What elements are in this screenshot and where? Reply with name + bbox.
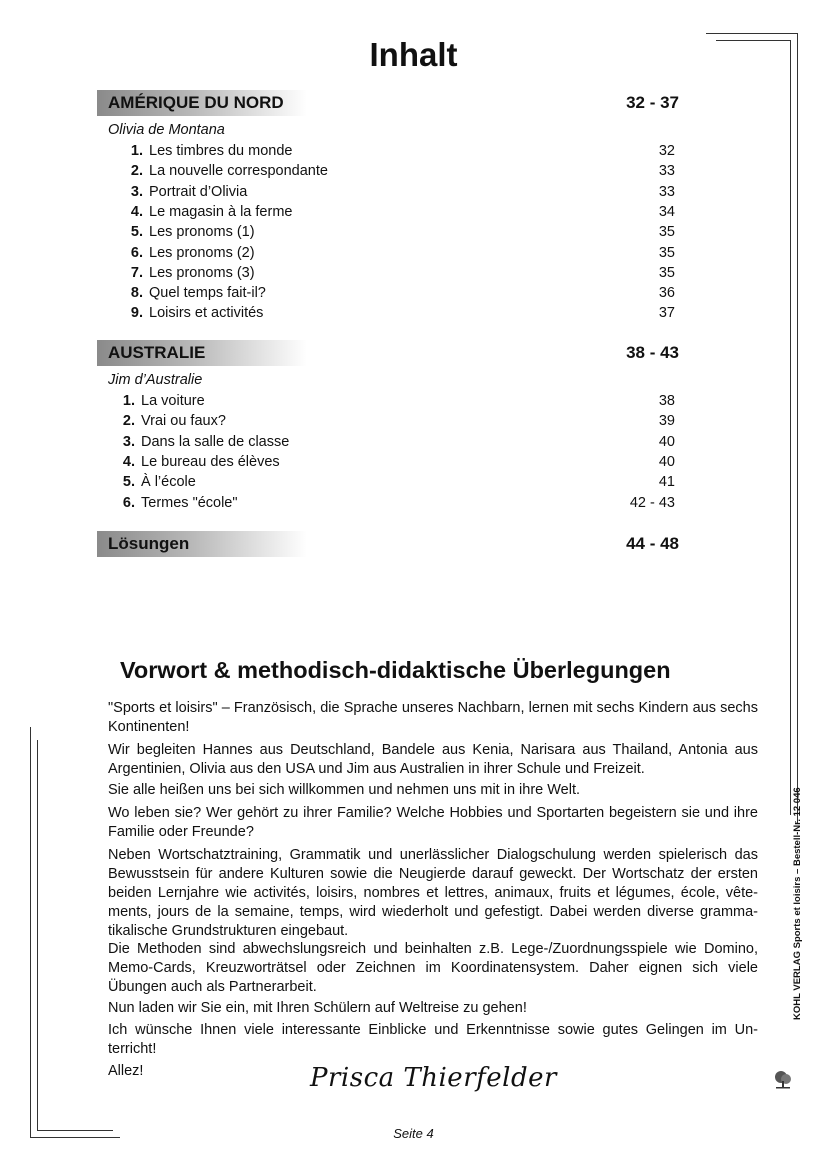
toc-item (0, 391, 827, 411)
toc-item-page: 34 (658, 203, 675, 220)
foreword-paragraph: Neben Wortschatztraining, Grammatik und unerlässlicher Dialogschulung werden spielerisch das Bewusstsein für andere Kulturen sowie die Neugierde darauf geweckt. Der Wortschatz der ersten beiden Lernjahre wie activités, loisirs, nombres et lettres, animaux, fruits et légumes, école, vête-ments, jours de la semaine, temps, wird wiederholt und gefestigt. Dabei werden diverse gramma-tikalische Grundstrukturen eingebaut. (108, 847, 758, 939)
toc-item-number: 1. (122, 393, 135, 409)
toc-item (0, 493, 827, 513)
frame-left-line-2 (37, 740, 38, 1130)
toc-item-number: 2. (130, 163, 143, 180)
foreword-paragraph: "Sports et loisirs" – Französisch, die Sprache unseres Nachbarn, lernen mit sechs Kindern aus sechs Kontinenten! (108, 700, 758, 735)
toc-item-number: 4. (130, 203, 143, 220)
toc-item (0, 263, 827, 283)
toc-item-number: 3. (130, 183, 143, 200)
tree-logo-icon (772, 1068, 794, 1090)
foreword-paragraph: Nun laden wir Sie ein, mit Ihren Schülern auf Weltreise zu gehen! (108, 1000, 527, 1016)
toc-item (0, 452, 827, 472)
toc-item-label: Termes "école" (141, 494, 238, 511)
toc-item-label: Quel temps fait-il? (149, 285, 266, 302)
section-subtitle: Olivia de Montana (108, 122, 225, 138)
foreword-heading: Vorwort & methodisch-didaktische Überlegungen (120, 657, 671, 683)
toc-item (0, 161, 827, 181)
toc-item-page: 33 (658, 183, 675, 200)
toc-item-label: La nouvelle correspondante (149, 163, 328, 180)
toc-item-page: 40 (658, 433, 675, 450)
page-number: Seite 4 (393, 1126, 434, 1141)
frame-top-line (706, 33, 798, 34)
toc-item-label: Le magasin à la ferme (149, 203, 293, 220)
foreword-paragraph: Die Methoden sind abwechslungsreich und beinhalten z.B. Lege-/Zuordnungsspiele wie Domino, Memo-Cards, Kreuzworträtsel oder Zeichnen im Koordinatensystem. Daher eignen sich viele Übungen auch als Partnerarbeit. (108, 941, 758, 995)
section-pages: 38 - 43 (626, 343, 679, 362)
toc-item-page: 35 (658, 264, 675, 281)
toc-item-page: 35 (658, 244, 675, 261)
toc-item-label: À l’école (141, 474, 196, 491)
toc-item-label: Les pronoms (2) (149, 244, 255, 261)
sidebar-order-text: KOHL VERLAG Sports et loisirs – Bestell-Nr. 12 046 (792, 787, 803, 1020)
toc-item (0, 243, 827, 263)
toc-item-page: 42 - 43 (629, 494, 675, 511)
toc-item-number: 8. (130, 285, 143, 302)
toc-item-number: 5. (130, 224, 143, 241)
toc-item-label: Les pronoms (3) (149, 264, 255, 281)
toc-item-page: 33 (658, 163, 675, 180)
toc-item (0, 202, 827, 222)
foreword-paragraph: Sie alle heißen uns bei sich willkommen und nehmen uns mit in ihre Welt. (108, 782, 581, 798)
toc-item-number: 6. (130, 244, 143, 261)
toc-item-number: 7. (130, 264, 143, 281)
toc-item-page: 40 (658, 453, 675, 470)
toc-item-label: La voiture (141, 393, 205, 409)
section-label: AUSTRALIE (108, 343, 206, 362)
toc-item (0, 141, 827, 161)
toc-item-page: 35 (658, 224, 675, 241)
toc-item (0, 411, 827, 431)
section-pages: 44 - 48 (626, 534, 679, 553)
page-title: Inhalt (369, 36, 458, 73)
toc-item (0, 222, 827, 242)
foreword-paragraph: Allez! (108, 1063, 144, 1079)
toc-item (0, 303, 827, 323)
toc-item (0, 432, 827, 452)
toc-item-page: 37 (658, 305, 675, 322)
toc-item-label: Les pronoms (1) (149, 224, 255, 241)
toc-item-number: 1. (130, 143, 143, 159)
toc-item (0, 283, 827, 303)
toc-item-label: Vrai ou faux? (141, 413, 226, 430)
toc-item (0, 472, 827, 492)
toc-item-number: 2. (122, 413, 135, 430)
signature: Prisca Thierfelder (310, 1063, 557, 1093)
foreword-paragraph: Ich wünsche Ihnen viele interessante Einblicke und Erkenntnisse sowie gutes Gelingen im Un-terricht! (108, 1022, 758, 1057)
toc-item-label: Portrait d’Olivia (149, 183, 248, 200)
toc-item (0, 182, 827, 202)
toc-item-number: 5. (122, 474, 135, 491)
foreword-paragraph: Wir begleiten Hannes aus Deutschland, Bandele aus Kenia, Narisara aus Thailand, Antonia aus Argentinien, Olivia aus den USA und Jim aus Australien in ihrer Schule und Freizeit. (108, 742, 758, 777)
section-pages: 32 - 37 (626, 93, 679, 112)
section-subtitle: Jim d’Australie (108, 372, 203, 388)
toc-item-page: 36 (658, 285, 675, 302)
frame-left-line (30, 727, 31, 1137)
toc-item-label: Loisirs et activités (149, 305, 264, 322)
section-label: AMÉRIQUE DU NORD (108, 93, 284, 112)
toc-item-label: Le bureau des élèves (141, 453, 280, 470)
toc-item-page: 39 (658, 413, 675, 430)
foreword-paragraph: Wo leben sie? Wer gehört zu ihrer Familie? Welche Hobbies und Sportarten begeistern sie und ihre Familie oder Freunde? (108, 805, 758, 840)
toc-item-page: 41 (658, 474, 675, 491)
toc-item-page: 32 (658, 143, 675, 159)
toc-item-number: 4. (122, 453, 135, 470)
toc-item-label: Dans la salle de classe (141, 433, 290, 450)
toc-item-label: Les timbres du monde (149, 143, 293, 159)
toc-item-number: 6. (122, 494, 135, 511)
toc-item-number: 3. (122, 433, 135, 450)
section-label: Lösungen (108, 534, 190, 553)
toc-item-page: 38 (658, 393, 675, 409)
toc-item-number: 9. (130, 305, 143, 322)
